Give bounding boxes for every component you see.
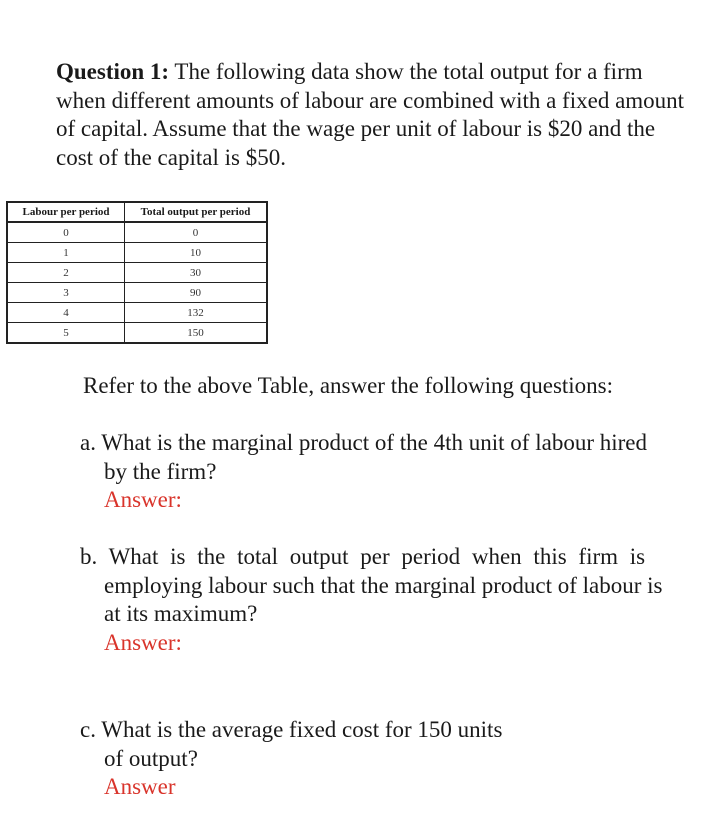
part-b: [80, 543, 710, 657]
question-line-1-text: The following data show the total output for a firm: [169, 59, 643, 84]
part-a: [80, 429, 647, 515]
table-row: [7, 303, 267, 323]
cell-output: 132: [125, 303, 268, 323]
header-output: Total output per period: [125, 202, 268, 222]
cell-labour: 0: [7, 222, 125, 243]
question-label: Question 1:: [56, 59, 170, 84]
cell-labour: 4: [7, 303, 125, 323]
cell-labour: 2: [7, 263, 125, 283]
question-line-3: of capital. Assume that the wage per unit of labour is $20 and the: [56, 116, 656, 141]
question-line-2: when different amounts of labour are combined with a fixed amount: [56, 87, 685, 113]
table-row: [7, 222, 267, 243]
labour-output-table: [6, 201, 268, 344]
part-c: [80, 716, 502, 802]
table-row: [7, 243, 267, 263]
table-row: [7, 283, 267, 303]
part-a-line-2: by the firm?: [104, 458, 217, 484]
cell-labour: 5: [7, 323, 125, 344]
part-c-line-2: of output?: [104, 745, 198, 771]
part-b-line-3: at its maximum?: [104, 601, 258, 626]
part-a-answer-label: Answer:: [104, 487, 182, 512]
part-c-line-1: c. What is the average fixed cost for 150 units: [80, 717, 503, 742]
question-text: [56, 58, 718, 172]
part-c-answer-label: Answer: [104, 774, 176, 799]
part-a-line-1: a. What is the marginal product of the 4th unit of labour hired: [80, 430, 647, 455]
cell-output: 30: [125, 263, 268, 283]
part-b-answer-label: Answer:: [104, 629, 182, 655]
cell-output: 90: [125, 283, 268, 303]
table-header-row: [7, 202, 267, 222]
cell-labour: 3: [7, 283, 125, 303]
question-line-4: cost of the capital is $50.: [56, 144, 286, 170]
header-labour: Labour per period: [7, 202, 125, 222]
table-row: [7, 323, 267, 344]
cell-output: 0: [125, 222, 268, 243]
cell-output: 150: [125, 323, 268, 344]
refer-instruction: Refer to the above Table, answer the following questions:: [83, 373, 614, 398]
question-line-1: [56, 58, 718, 87]
table-row: [7, 263, 267, 283]
part-b-line-2: employing labour such that the marginal product of labour is: [104, 572, 663, 598]
cell-labour: 1: [7, 243, 125, 263]
part-b-line-1: b. What is the total output per period when this firm is: [80, 544, 646, 569]
cell-output: 10: [125, 243, 268, 263]
